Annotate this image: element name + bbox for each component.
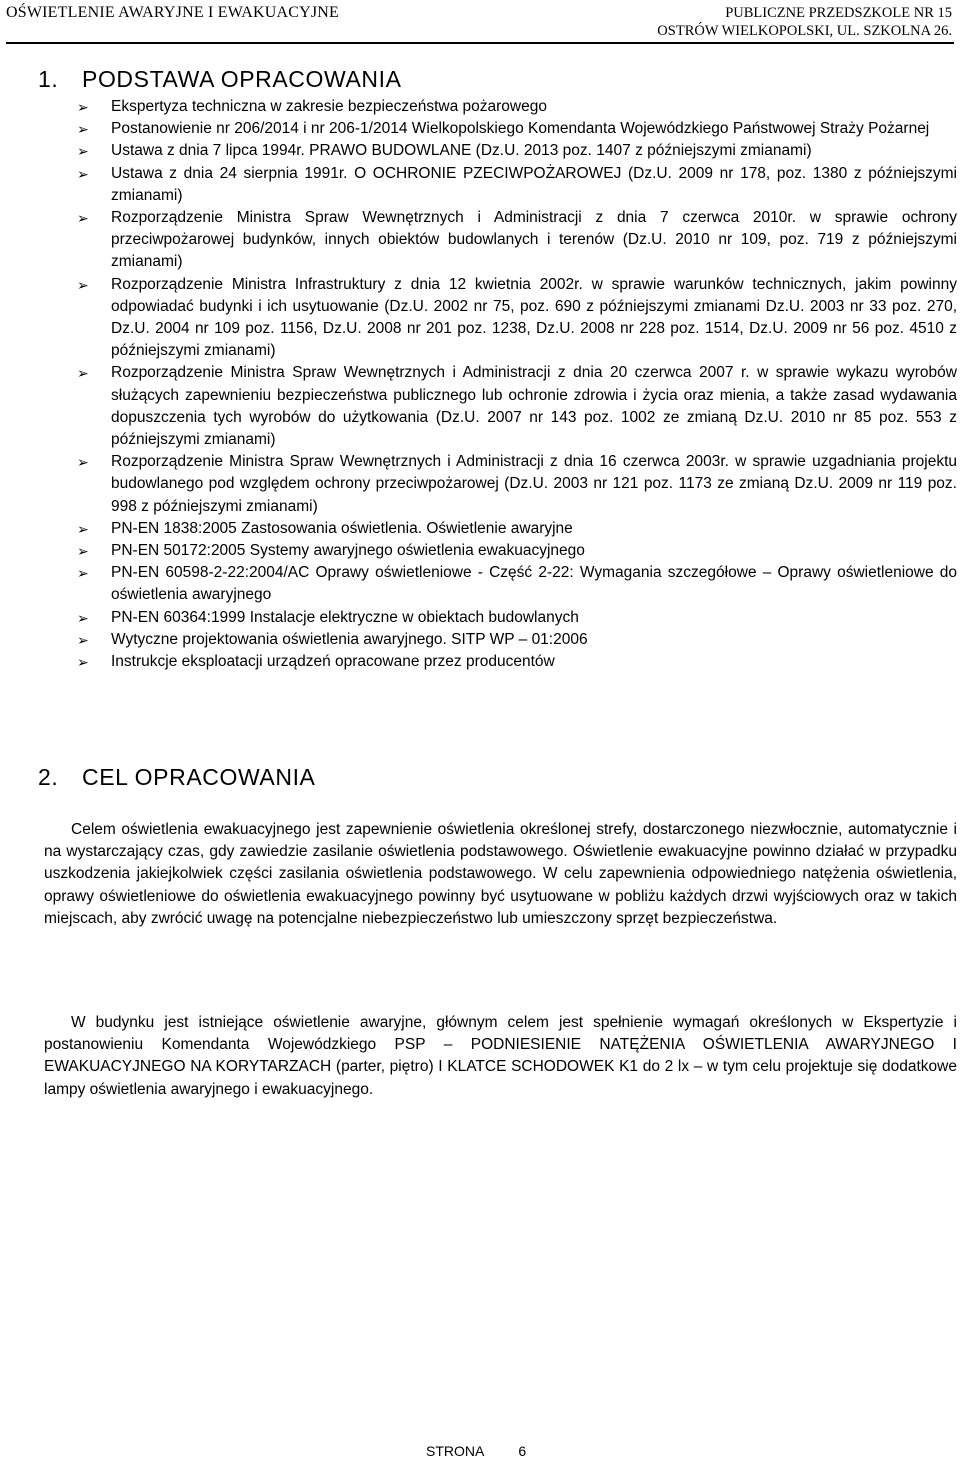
section-1-heading — [38, 66, 402, 93]
section-1-title: PODSTAWA OPRACOWANIA — [82, 66, 402, 92]
arrow-bullet-icon: ➢ — [77, 654, 89, 671]
arrow-bullet-icon: ➢ — [77, 543, 89, 560]
section-2-heading — [38, 764, 316, 791]
list-item: ➢ Instrukcje eksploatacji urządzeń opracowane przez producentów — [77, 651, 957, 673]
reference-list — [77, 96, 957, 673]
arrow-bullet-icon: ➢ — [77, 565, 89, 582]
arrow-bullet-icon: ➢ — [77, 609, 89, 626]
arrow-bullet-icon: ➢ — [77, 210, 89, 227]
arrow-bullet-icon: ➢ — [77, 99, 89, 115]
header-institution-address: OSTRÓW WIELKOPOLSKI, UL. SZKOLNA 26. — [657, 23, 952, 39]
list-item: ➢ Wytyczne projektowania oświetlenia awaryjnego. SITP WP – 01:2006 — [77, 629, 957, 651]
section-2-paragraph-1: Celem oświetlenia ewakuacyjnego jest zapewnienie oświetlenia określonej strefy, dostarczonego niezwłocznie, automatycznie i na wystarczający czas, gdy zawiedzie zasilanie oświetlenia podstawowego. Oświetlenie ewakuacyjne powinno działać w przypadku uszkodzenia jakiejkolwiek części zasilania oświetlenia podstawowego. W celu zapewnienia odpowiedniego natężenia oświetlenia, oprawy oświetleniowe do oświetlenia ewakuacyjnego powinny być usytuowane w pobliżu każdych drzwi wyjściowych oraz w takich miejscach, aby zwrócić uwagę na potencjalne niebezpieczeństwo lub umieszczony sprzęt bezpieczeństwa. — [44, 821, 957, 927]
arrow-bullet-icon: ➢ — [77, 454, 89, 471]
list-item: ➢ Rozporządzenie Ministra Spraw Wewnętrznych i Administracji z dnia 20 czerwca 2007 r. w sprawie wykazu wyrobów służących zapewnieniu bezpieczeństwa publicznego lub ochronie zdrowia i życia oraz mienia, a także zasad wydawania dopuszczenia tych wyrobów do użytkowania (Dz.U. 2007 nr 143 poz. 1002 ze zmianą Dz.U. 2010 nr 85 poz. 553 z późniejszymi zmianami) — [77, 364, 957, 449]
header-institution-name: PUBLICZNE PRZEDSZKOLE NR 15 — [725, 5, 952, 21]
arrow-bullet-icon: ➢ — [77, 143, 89, 160]
arrow-bullet-icon: ➢ — [77, 520, 89, 537]
header-divider — [6, 42, 954, 44]
list-item: ➢ Ekspertyza techniczna w zakresie bezpieczeństwa pożarowego — [77, 96, 957, 118]
arrow-bullet-icon: ➢ — [77, 365, 89, 382]
list-item: ➢ Rozporządzenie Ministra Spraw Wewnętrznych i Administracji z dnia 16 czerwca 2003r. w sprawie uzgadniania projektu budowlanego pod względem ochrony przeciwpożarowej (Dz.U. 2003 nr 121 poz. 1173 ze zmianą Dz.U. 2009 nr 119 poz. 998 z późniejszymi zmianami) — [77, 453, 957, 515]
page-footer — [426, 1443, 526, 1459]
list-item: ➢ PN-EN 60598-2-22:2004/AC Oprawy oświetleniowe - Część 2-22: Wymagania szczegółowe – Oprawy oświetleniowe do oświetlenia awaryjnego — [77, 564, 957, 604]
arrow-bullet-icon: ➢ — [77, 631, 89, 648]
section-2-title: CEL OPRACOWANIA — [82, 764, 316, 790]
section-2-number: 2. — [38, 764, 59, 790]
arrow-bullet-icon: ➢ — [77, 121, 89, 138]
page-number: 6 — [518, 1443, 527, 1459]
list-item: ➢ Rozporządzenie Ministra Infrastruktury z dnia 12 kwietnia 2002r. w sprawie warunków technicznych, jakim powinny odpowiadać budynki i ich usytuowanie (Dz.U. 2002 nr 75, poz. 690 z późniejszymi zmianami Dz.U. 2003 nr 33 poz. 270, Dz.U. 2004 nr 109 poz. 1156, Dz.U. 2008 nr 201 poz. 1238, Dz.U. 2008 nr 228 poz. 1514, Dz.U. 2009 nr 56 poz. 4510 z późniejszymi zmianami) — [77, 275, 957, 360]
list-item: ➢ Ustawa z dnia 7 lipca 1994r. PRAWO BUDOWLANE (Dz.U. 2013 poz. 1407 z późniejszymi zmianami) — [77, 140, 957, 162]
footer-label: STRONA — [426, 1443, 485, 1459]
section-1-number: 1. — [38, 66, 59, 92]
arrow-bullet-icon: ➢ — [77, 165, 89, 182]
list-item: ➢ PN-EN 1838:2005 Zastosowania oświetlenia. Oświetlenie awaryjne — [77, 518, 957, 540]
header-document-title: OŚWIETLENIE AWARYJNE I EWAKUACYJNE — [6, 4, 340, 21]
arrow-bullet-icon: ➢ — [77, 276, 89, 293]
list-item: ➢ Postanowienie nr 206/2014 i nr 206-1/2014 Wielkopolskiego Komendanta Wojewódzkiego Państwowej Straży Pożarnej — [77, 118, 957, 140]
list-item: ➢ PN-EN 50172:2005 Systemy awaryjnego oświetlenia ewakuacyjnego — [77, 540, 957, 562]
header-institution — [657, 4, 952, 40]
list-item: ➢ Rozporządzenie Ministra Spraw Wewnętrznych i Administracji z dnia 7 czerwca 2010r. w sprawie ochrony przeciwpożarowej budynków, innych obiektów budowlanych i terenów (Dz.U. 2010 nr 109, poz. 719 z późniejszymi zmianami) — [77, 209, 957, 271]
list-item: ➢ PN-EN 60364:1999 Instalacje elektryczne w obiektach budowlanych — [77, 607, 957, 629]
list-item: ➢ Ustawa z dnia 24 sierpnia 1991r. O OCHRONIE PZECIWPOŻAROWEJ (Dz.U. 2009 nr 178, poz. 1380 z późniejszymi zmianami) — [77, 164, 957, 204]
section-2-paragraph-2: W budynku jest istniejące oświetlenie awaryjne, głównym celem jest spełnienie wymagań określonych w Ekspertyzie i postanowieniu Komendanta Wojewódzkiego PSP – PODNIESIENIE NATĘŻENIA OŚWIETLENIA AWARYJNEGO I EWAKUACYJNEGO NA KORYTARZACH (parter, piętro) I KLATCE SCHODOWEK K1 do 2 lx – w tym celu projektuje się dodatkowe lampy oświetlenia awaryjnego i ewakuacyjnego. — [44, 1014, 957, 1098]
